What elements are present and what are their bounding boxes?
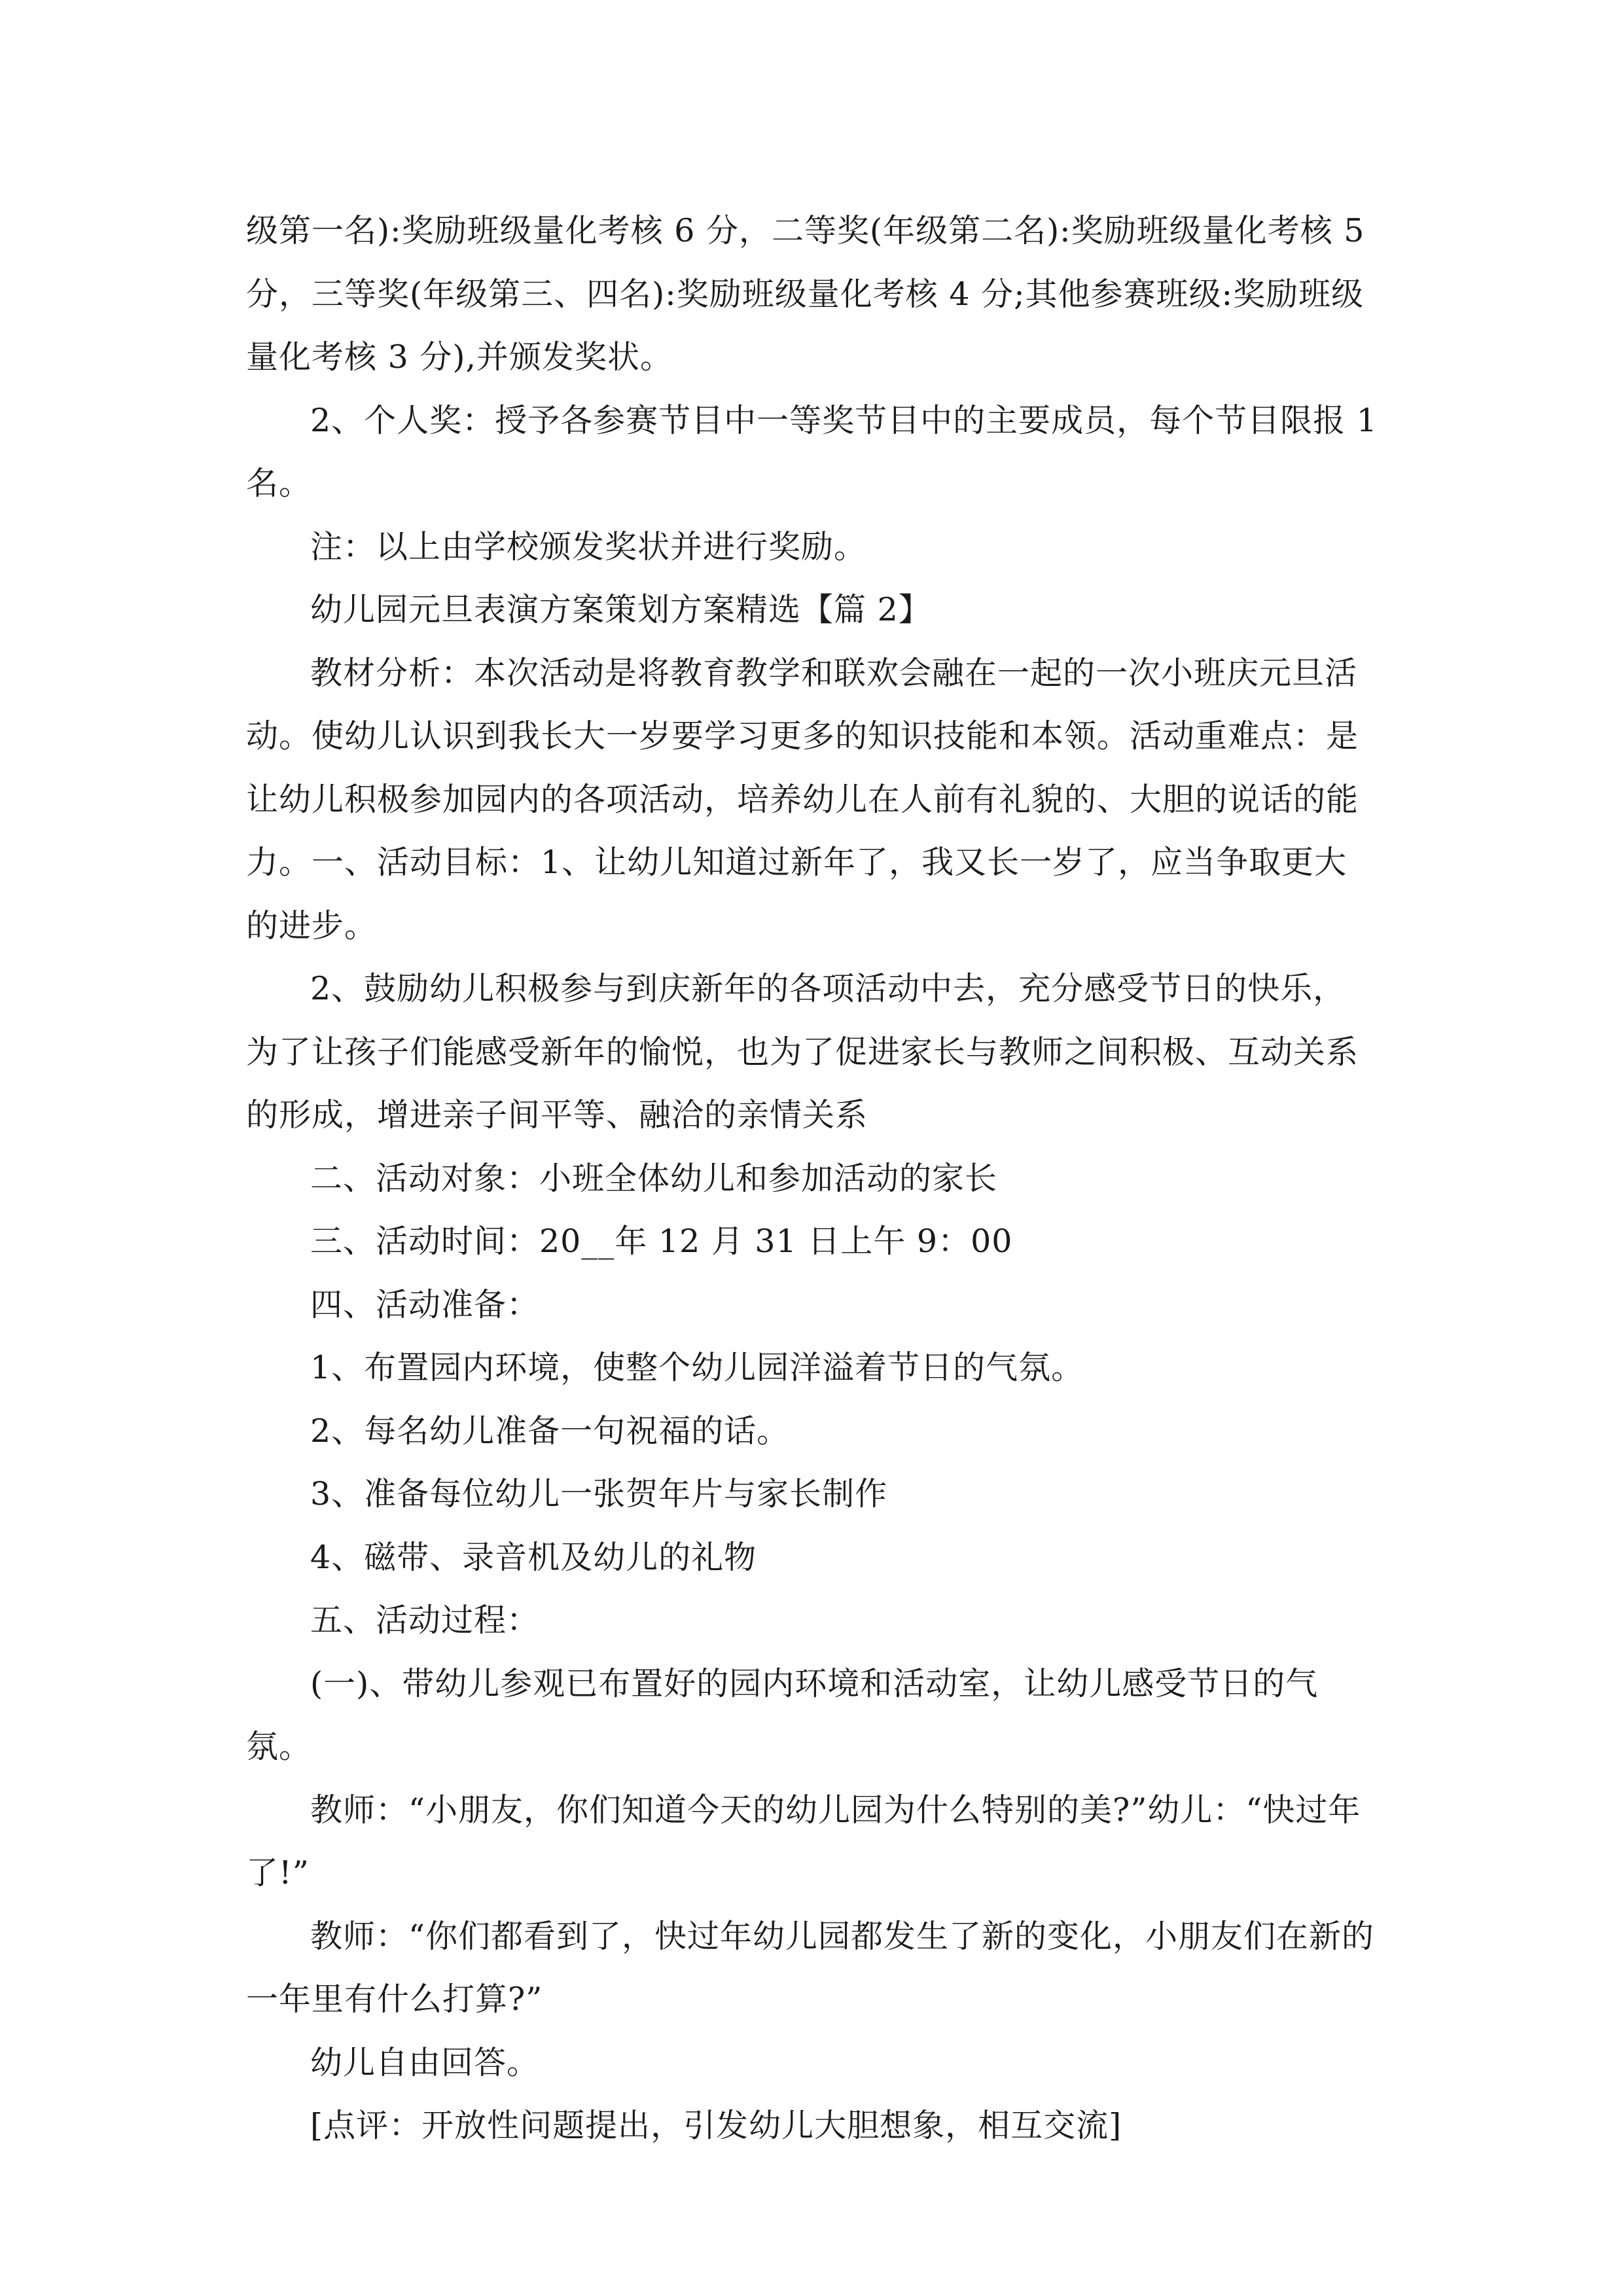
document-body	[246, 200, 1378, 2158]
paragraph: 教师：“你们都看到了，快过年幼儿园都发生了新的变化，小朋友们在新的一年里有什么打算?”	[246, 1917, 1375, 2018]
paragraph: 三、活动时间：20__年 12 月 31 日上午 9：00	[310, 1223, 1013, 1260]
paragraph: (一)、带幼儿参观已布置好的园内环境和活动室，让幼儿感受节日的气氛。	[246, 1664, 1319, 1765]
paragraph: 幼儿自由回答。	[310, 2043, 540, 2081]
paragraph: 教材分析：本次活动是将教育教学和联欢会融在一起的一次小班庆元旦活动。使幼儿认识到我长大一岁要学习更多的知识技能和本领。活动重难点：是让幼儿积极参加园内的各项活动，培养幼儿在人前有礼貌的、大胆的说话的能力。一、活动目标：1、让幼儿知道过新年了，我又长一岁了，应当争取更大的进步。	[246, 654, 1359, 944]
paragraph: 二、活动对象：小班全体幼儿和参加活动的家长	[310, 1159, 998, 1197]
list-item: 3、准备每位幼儿一张贺年片与家长制作	[310, 1475, 888, 1513]
paragraph: 四、活动准备：	[310, 1285, 540, 1323]
paragraph: 五、活动过程：	[310, 1602, 540, 1639]
paragraph: 2、个人奖：授予各参赛节目中一等奖节目中的主要成员，每个节目限报 1 名。	[246, 401, 1378, 502]
paragraph: 注：以上由学校颁发奖状并进行奖励。	[310, 528, 867, 565]
list-item: 4、磁带、录音机及幼儿的礼物	[310, 1538, 757, 1576]
list-item: 2、每名幼儿准备一句祝福的话。	[310, 1412, 790, 1450]
paragraph: 2、鼓励幼儿积极参与到庆新年的各项活动中去，充分感受节日的快乐，为了让孩子们能感受新年的愉悦，也为了促进家长与教师之间积极、互动关系的形成，增进亲子间平等、融洽的亲情关系	[246, 970, 1359, 1134]
paragraph: [点评：开放性问题提出，引发幼儿大胆想象，相互交流]	[310, 2107, 1122, 2144]
paragraph: 教师：“小朋友，你们知道今天的幼儿园为什么特别的美?”幼儿：“快过年了!”	[246, 1791, 1361, 1892]
list-item: 1、布置园内环境，使整个幼儿园洋溢着节日的气氛。	[310, 1349, 1084, 1386]
section-heading: 幼儿园元旦表演方案策划方案精选【篇 2】	[310, 591, 931, 628]
paragraph: 级第一名):奖励班级量化考核 6 分，二等奖(年级第二名):奖励班级量化考核 5 分，三等奖(年级第三、四名):奖励班级量化考核 4 分;其他参赛班级:奖励班级量化考核 3 分),并颁发奖状。	[246, 212, 1365, 376]
